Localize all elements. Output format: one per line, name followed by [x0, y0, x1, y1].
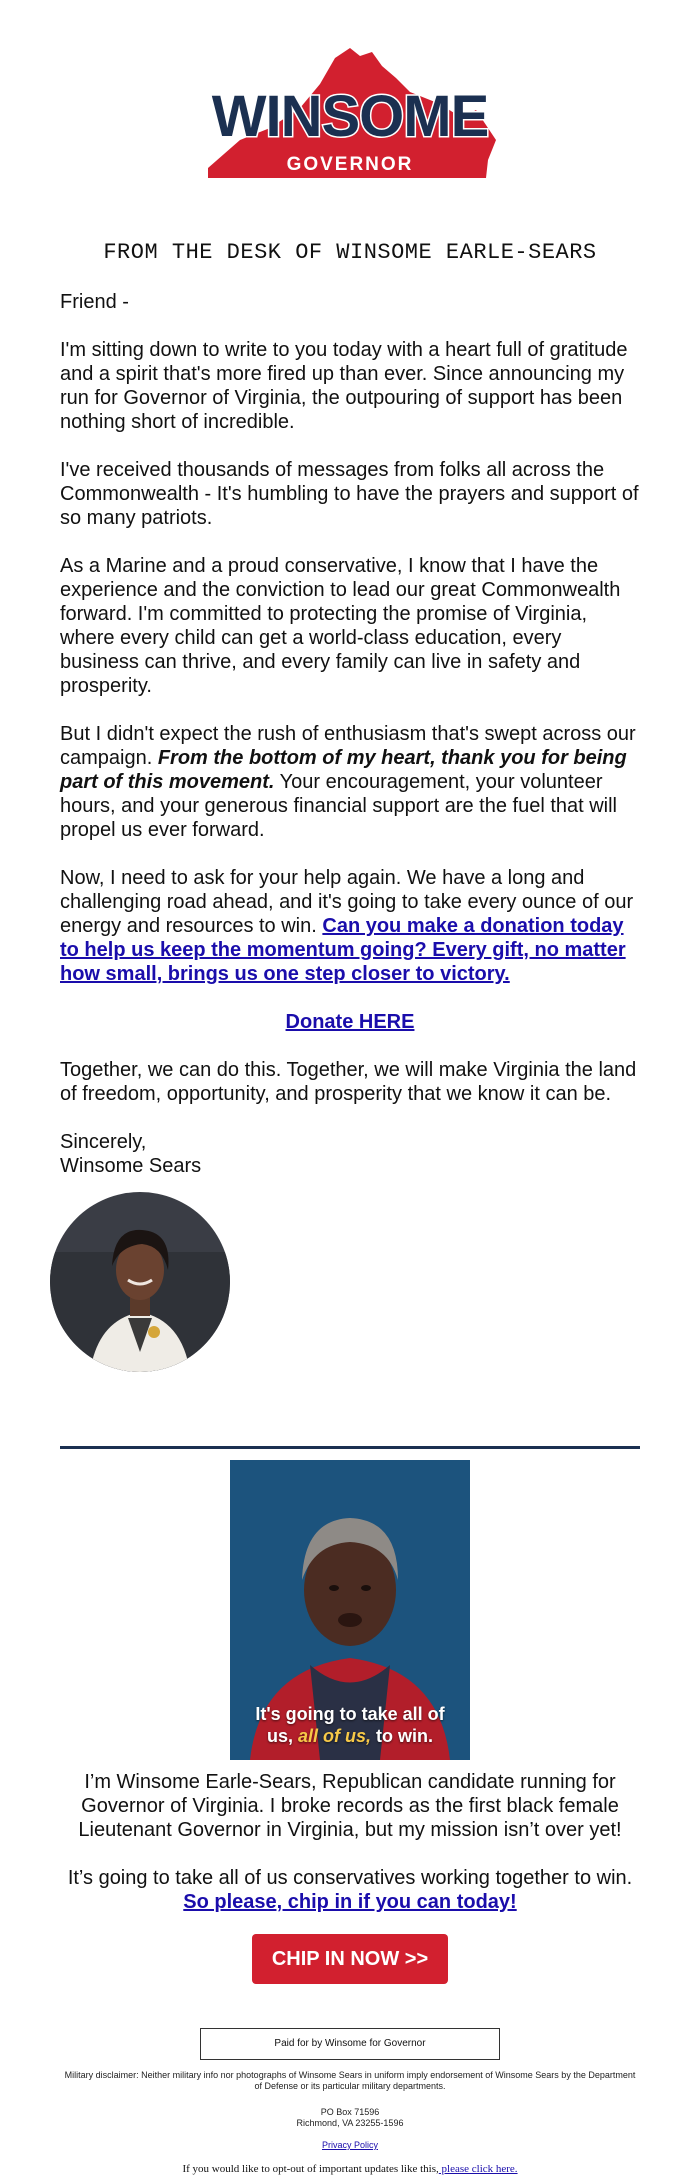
donate-link-row: [60, 1010, 640, 1034]
signature-block: [60, 1130, 640, 1178]
mailing-address: [0, 2107, 700, 2129]
paragraph-text: Now, I need to ask for your help again. We have a long and challenging road ahead, and it's going to take every ounce of our energy and resources to win.: [60, 867, 634, 937]
bio-section: [60, 1770, 640, 1938]
caption-text: to win.: [376, 1726, 434, 1746]
donation-ask-link[interactable]: Can you make a donation today to help us keep the momentum going? Every gift, no matter how small, brings us one step closer to victory.: [60, 915, 626, 985]
portrait-illustration: [50, 1192, 230, 1372]
letter-paragraph: As a Marine and a proud conservative, I know that I have the experience and the conviction to lead our great Commonwealth forward. I'm committed to protecting the promise of Virginia, where every child can get a world-class education, every business can thrive, and every family can live in safety and prosperity.: [60, 555, 621, 697]
caption-highlight: all of us,: [298, 1726, 372, 1746]
video-caption-line1: It's going to take all of: [255, 1704, 445, 1724]
candidate-portrait: [50, 1192, 230, 1372]
chip-in-link[interactable]: So please, chip in if you can today!: [183, 1891, 517, 1913]
signature-name: Winsome Sears: [60, 1155, 202, 1177]
bio-paragraph: I’m Winsome Earle-Sears, Republican candidate running for Governor of Virginia. I broke records as the first black female Lieutenant Governor in Virginia, but my mission isn’t over yet!: [78, 1771, 622, 1841]
emphasis-text: From the bottom of my heart, thank you for being part of this movement.: [60, 747, 627, 793]
logo-subtitle: GOVERNOR: [286, 154, 414, 175]
paragraph-text: Your encouragement, your volunteer hours, and your generous financial support are the fuel that will propel us ever forward.: [60, 771, 618, 841]
logo-name: WINSOME: [211, 84, 489, 149]
bio-text: It’s going to take all of us conservatives working together to win.: [67, 1867, 633, 1889]
greeting: Friend -: [60, 291, 129, 313]
chip-in-button[interactable]: CHIP IN NOW >>: [252, 1934, 448, 1984]
letter-paragraph: [60, 866, 640, 986]
caption-text: us,: [266, 1726, 293, 1746]
winsome-governor-logo: [200, 48, 500, 188]
letter-body: [60, 290, 640, 1178]
po-box: PO Box 71596: [320, 2107, 380, 2117]
video-caption-line2: [230, 1726, 470, 1747]
privacy-policy-link[interactable]: Privacy Policy: [321, 2140, 378, 2150]
letter-paragraph: Together, we can do this. Together, we will make Virginia the land of freedom, opportunity, and prosperity that we know it can be.: [60, 1059, 637, 1105]
optout-row: [0, 2163, 700, 2175]
paragraph-text: But I didn't expect the rush of enthusiasm that's swept across our campaign.: [60, 723, 636, 769]
city-state-zip: Richmond, VA 23255-1596: [296, 2118, 404, 2128]
optout-link[interactable]: please click here.: [438, 2163, 518, 2175]
donate-here-link[interactable]: Donate HERE: [285, 1011, 415, 1033]
bio-paragraph: [60, 1866, 640, 1914]
video-thumbnail[interactable]: [230, 1460, 470, 1760]
letter-paragraph: I've received thousands of messages from folks all across the Commonwealth - It's humbling to have the prayers and support of so many patriots.: [60, 459, 639, 529]
signoff: Sincerely,: [60, 1131, 147, 1153]
privacy-row: [0, 2140, 700, 2150]
paid-for-box: Paid for by Winsome for Governor: [200, 2028, 500, 2060]
optout-text: If you would like to opt-out of important updates like this,: [182, 2163, 439, 2175]
page-heading: FROM THE DESK OF WINSOME EARLE-SEARS: [103, 240, 597, 265]
military-disclaimer: Military disclaimer: Neither military info nor photographs of Winsome Sears in uniform imply endorsement of Winsome Sears by the Department of Defense or its particular military departments.: [64, 2070, 636, 2091]
letter-paragraph: [60, 722, 640, 842]
letter-paragraph: I'm sitting down to write to you today with a heart full of gratitude and a spirit that's more fired up than ever. Since announcing my run for Governor of Virginia, the outpouring of support has been nothing short of incredible.: [60, 339, 628, 433]
section-divider: [60, 1446, 640, 1449]
